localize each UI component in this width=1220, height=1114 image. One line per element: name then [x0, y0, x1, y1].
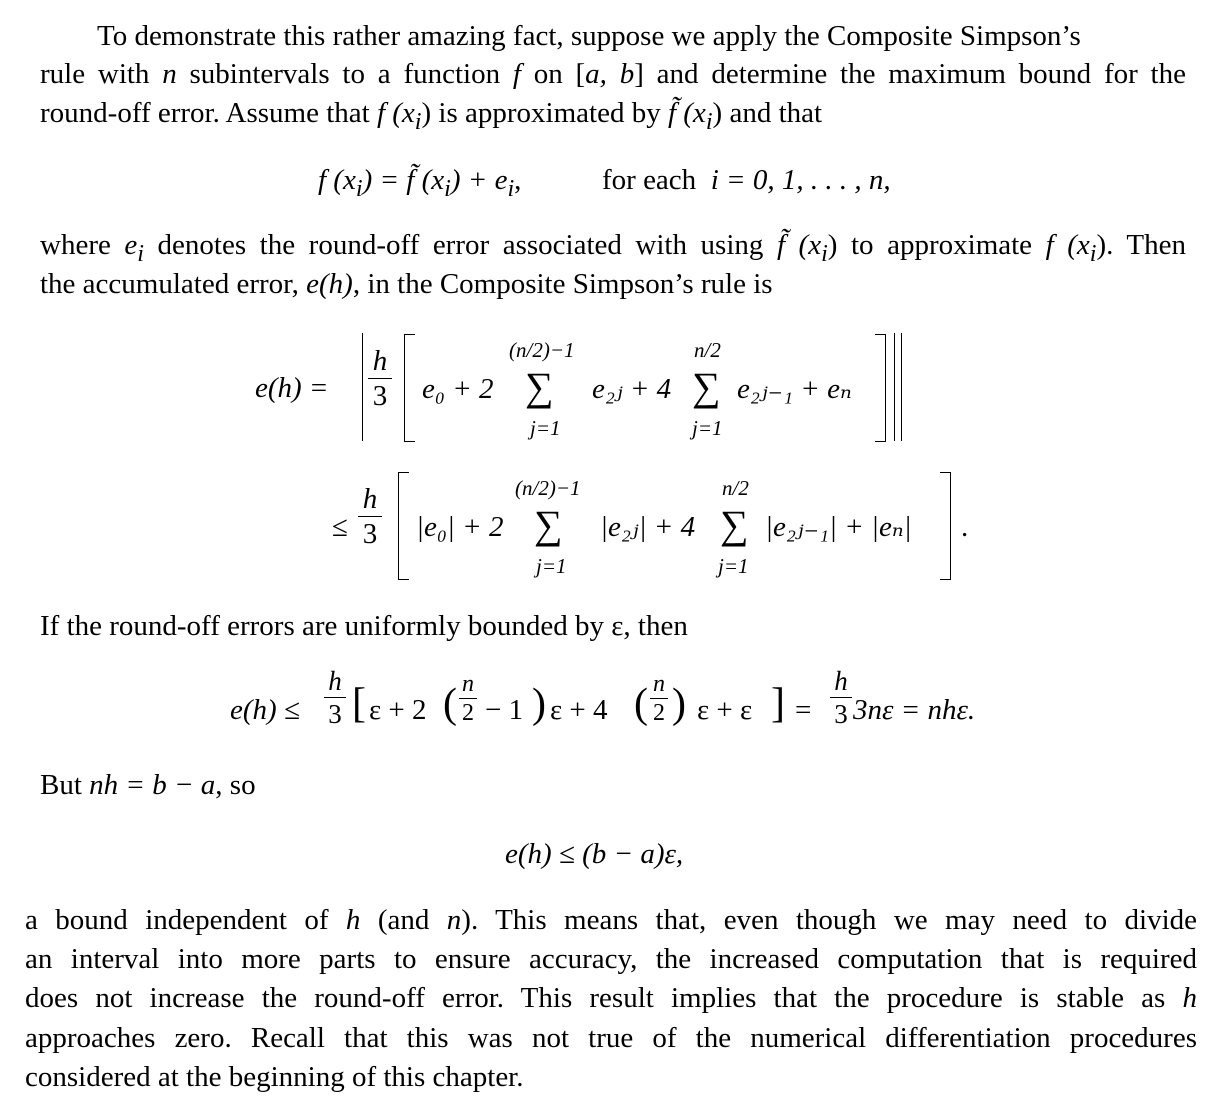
eq4-two: 2	[462, 700, 474, 726]
text-span: an interval into more parts to ensure accuracy, the increased computation that is required	[25, 943, 1197, 975]
equation1-condition	[602, 162, 891, 198]
math-sub: i	[1089, 239, 1097, 267]
eq4-n-over-2-b	[650, 672, 668, 725]
text-span: round-off error. Assume that	[40, 97, 377, 129]
eq2-bracket-right	[875, 334, 886, 442]
math-sub: i	[705, 107, 713, 135]
math-e: e	[124, 229, 138, 261]
eq2-sum2-term: e₂ⱼ₋₁ + eₙ	[737, 373, 852, 405]
fraction-bar	[650, 698, 668, 699]
eq3-h-over-3	[358, 484, 382, 549]
fraction-bar	[830, 697, 852, 698]
paragraph1-line1	[97, 18, 1081, 54]
eq4-paren-open-2: (	[634, 681, 648, 727]
eq4-h-over-3-b	[830, 667, 852, 728]
eq3-h: h	[362, 483, 378, 515]
paragraph4	[40, 767, 256, 803]
eq4-three: 3	[328, 699, 342, 729]
eq1-condition-text: for each	[602, 164, 697, 196]
paragraph5-line3	[25, 980, 1197, 1016]
math-h: h	[1182, 982, 1197, 1014]
eq1-rhs: ) + e	[450, 164, 508, 196]
equation1	[318, 162, 521, 207]
eq4-paren-open-1: (	[443, 681, 457, 727]
eq2-sigma1: ∑	[525, 364, 554, 409]
text-span: the accumulated error,	[40, 268, 307, 300]
text-span: (and	[360, 904, 447, 936]
eq2-abs-left	[362, 333, 363, 441]
eq2-sum1-bottom: j=1	[530, 416, 561, 440]
math-sub: i	[355, 174, 363, 202]
eq1-lhs: f (x	[318, 164, 356, 196]
fraction-bar	[358, 516, 382, 517]
eq3-bracket-left	[398, 472, 409, 580]
math-n: n	[446, 904, 462, 936]
eq3-sum2-bottom: j=1	[718, 554, 749, 578]
eq2-e0: e₀ + 2	[422, 373, 494, 405]
text-span: a bound independent of	[25, 904, 346, 936]
eq2-sigma2: ∑	[692, 364, 721, 409]
text-span: does not increase the round-off error. This result implies that the procedure is stable as	[25, 982, 1183, 1014]
text-span: To demonstrate this rather amazing fact, suppose we apply the Composite Simpson’s	[97, 20, 1081, 52]
eq4-three2: 3	[834, 699, 848, 729]
eq3-e0: |e₀| + 2	[416, 511, 504, 543]
equation5: e(h) ≤ (b − a)ε,	[505, 838, 684, 870]
math-sub: i	[821, 239, 828, 267]
fraction-bar	[368, 378, 392, 379]
eq4-h: h	[328, 666, 342, 696]
eq3-sigma2: ∑	[720, 502, 749, 547]
math-nh: nh = b − a	[89, 769, 216, 801]
eq4-result: 3nε = nhε.	[853, 694, 976, 726]
math-fxi: f (x	[376, 97, 415, 129]
math-h: h	[345, 904, 361, 936]
text-span: denotes the round-off error associated with using	[144, 229, 777, 261]
eq3-leq: ≤	[332, 511, 348, 543]
eq2-lhs: e(h) =	[255, 372, 329, 404]
eq4-two: 2	[653, 700, 665, 726]
text-span: ). Then	[1096, 229, 1186, 261]
text-span: considered at the beginning of this chapter.	[25, 1061, 524, 1093]
text-span: , so	[215, 769, 256, 801]
eq4-term3: ε + ε	[697, 694, 753, 726]
eq2-sum1-top: (n/2)−1	[509, 338, 575, 362]
eq2-h-over-3	[368, 346, 392, 411]
eq1-mid: ) = f̃ (x	[362, 164, 445, 196]
fraction-bar	[324, 697, 346, 698]
eq4-open-bracket: [	[352, 681, 366, 727]
text-span: approaches zero. Recall that this was not true of the numerical differentiation procedures	[25, 1022, 1197, 1054]
eq3-sum1-bottom: j=1	[536, 554, 567, 578]
eq3-three: 3	[362, 518, 378, 550]
text-span: )	[712, 97, 723, 129]
eq4-h2: h	[834, 666, 848, 696]
eq3-sum1-top: (n/2)−1	[515, 476, 581, 500]
text-span: where	[40, 229, 125, 261]
text-span: subintervals to a function	[176, 58, 513, 90]
eq3-period: .	[961, 511, 969, 543]
eq3-bracket-right	[940, 472, 951, 580]
eq4-close-bracket: ]	[771, 681, 785, 727]
math-ftilde: f̃ (x	[776, 229, 822, 261]
text-span: ). This means that, even though we may need to divide	[461, 904, 1198, 936]
eq4-n: n	[462, 671, 474, 697]
math-n: n	[162, 58, 177, 90]
eq4-minus1: − 1	[485, 694, 524, 726]
math-sub: i	[444, 174, 451, 202]
text-span: ] and determine the maximum bound for the	[634, 58, 1186, 90]
eq4-term2: ε + 4	[550, 694, 608, 726]
eq2-three: 3	[372, 380, 388, 412]
text-span: is approximated by	[431, 97, 668, 129]
text-span: rule with	[40, 58, 163, 90]
eq3-sum1-term: |e₂ⱼ| + 4	[600, 511, 696, 543]
eq4-paren-close-2: )	[672, 681, 686, 727]
paragraph5-line2	[25, 941, 1197, 977]
eq2-h: h	[372, 345, 388, 377]
math-ftilde: f̃ (x	[667, 97, 706, 129]
eq3-sigma1: ∑	[534, 502, 563, 547]
eq4-paren-close-1: )	[532, 681, 546, 727]
math-sub: i	[414, 107, 422, 135]
text-span: and that	[722, 97, 823, 129]
fraction-bar	[459, 698, 477, 699]
eq3-sum2-term: |e₂ⱼ₋₁| + |eₙ|	[765, 511, 912, 543]
eq2-sum1-term: e₂ⱼ + 4	[592, 373, 672, 405]
math-f: f	[512, 58, 521, 90]
text-span: on [	[520, 58, 586, 90]
eq4-n: n	[653, 671, 665, 697]
math-sub: i	[507, 174, 515, 202]
eq4-lhs: e(h) ≤	[230, 694, 300, 726]
math-eh: e(h)	[306, 268, 353, 300]
math-f: f (x	[1045, 229, 1090, 261]
paragraph5-line5	[25, 1059, 524, 1095]
eq3-sum2-top: n/2	[722, 476, 749, 500]
paragraph5-line4	[25, 1020, 1197, 1056]
eq4-n-over-2-a	[459, 672, 477, 725]
text-span: )	[421, 97, 432, 129]
paragraph1-line2	[40, 56, 1186, 92]
text-span: But	[40, 769, 90, 801]
paragraph1-line3	[40, 95, 822, 140]
eq2-sum2-top: n/2	[694, 338, 721, 362]
eq4-term1: ε + 2	[369, 694, 427, 726]
eq1-condition-math: i = 0, 1, . . . , n,	[710, 164, 891, 196]
text-span: ) to approximate	[827, 229, 1046, 261]
eq4-h-over-3	[324, 667, 346, 728]
eq1-comma: ,	[514, 164, 522, 196]
eq2-abs-right-1	[894, 333, 895, 441]
paragraph2-line2	[40, 266, 773, 302]
text-span: If the round-off errors are uniformly bounded by ε, then	[40, 610, 688, 642]
paragraph3	[40, 608, 688, 644]
paragraph5-line1	[25, 902, 1197, 938]
math-ab: a, b	[585, 58, 635, 90]
eq2-abs-right-2	[901, 333, 902, 441]
eq4-equals: =	[795, 694, 812, 726]
text-span: , in the Composite Simpson’s rule is	[352, 268, 773, 300]
eq2-sum2-bottom: j=1	[692, 416, 723, 440]
eq2-bracket-left	[404, 334, 415, 442]
math-sub: i	[137, 239, 144, 267]
